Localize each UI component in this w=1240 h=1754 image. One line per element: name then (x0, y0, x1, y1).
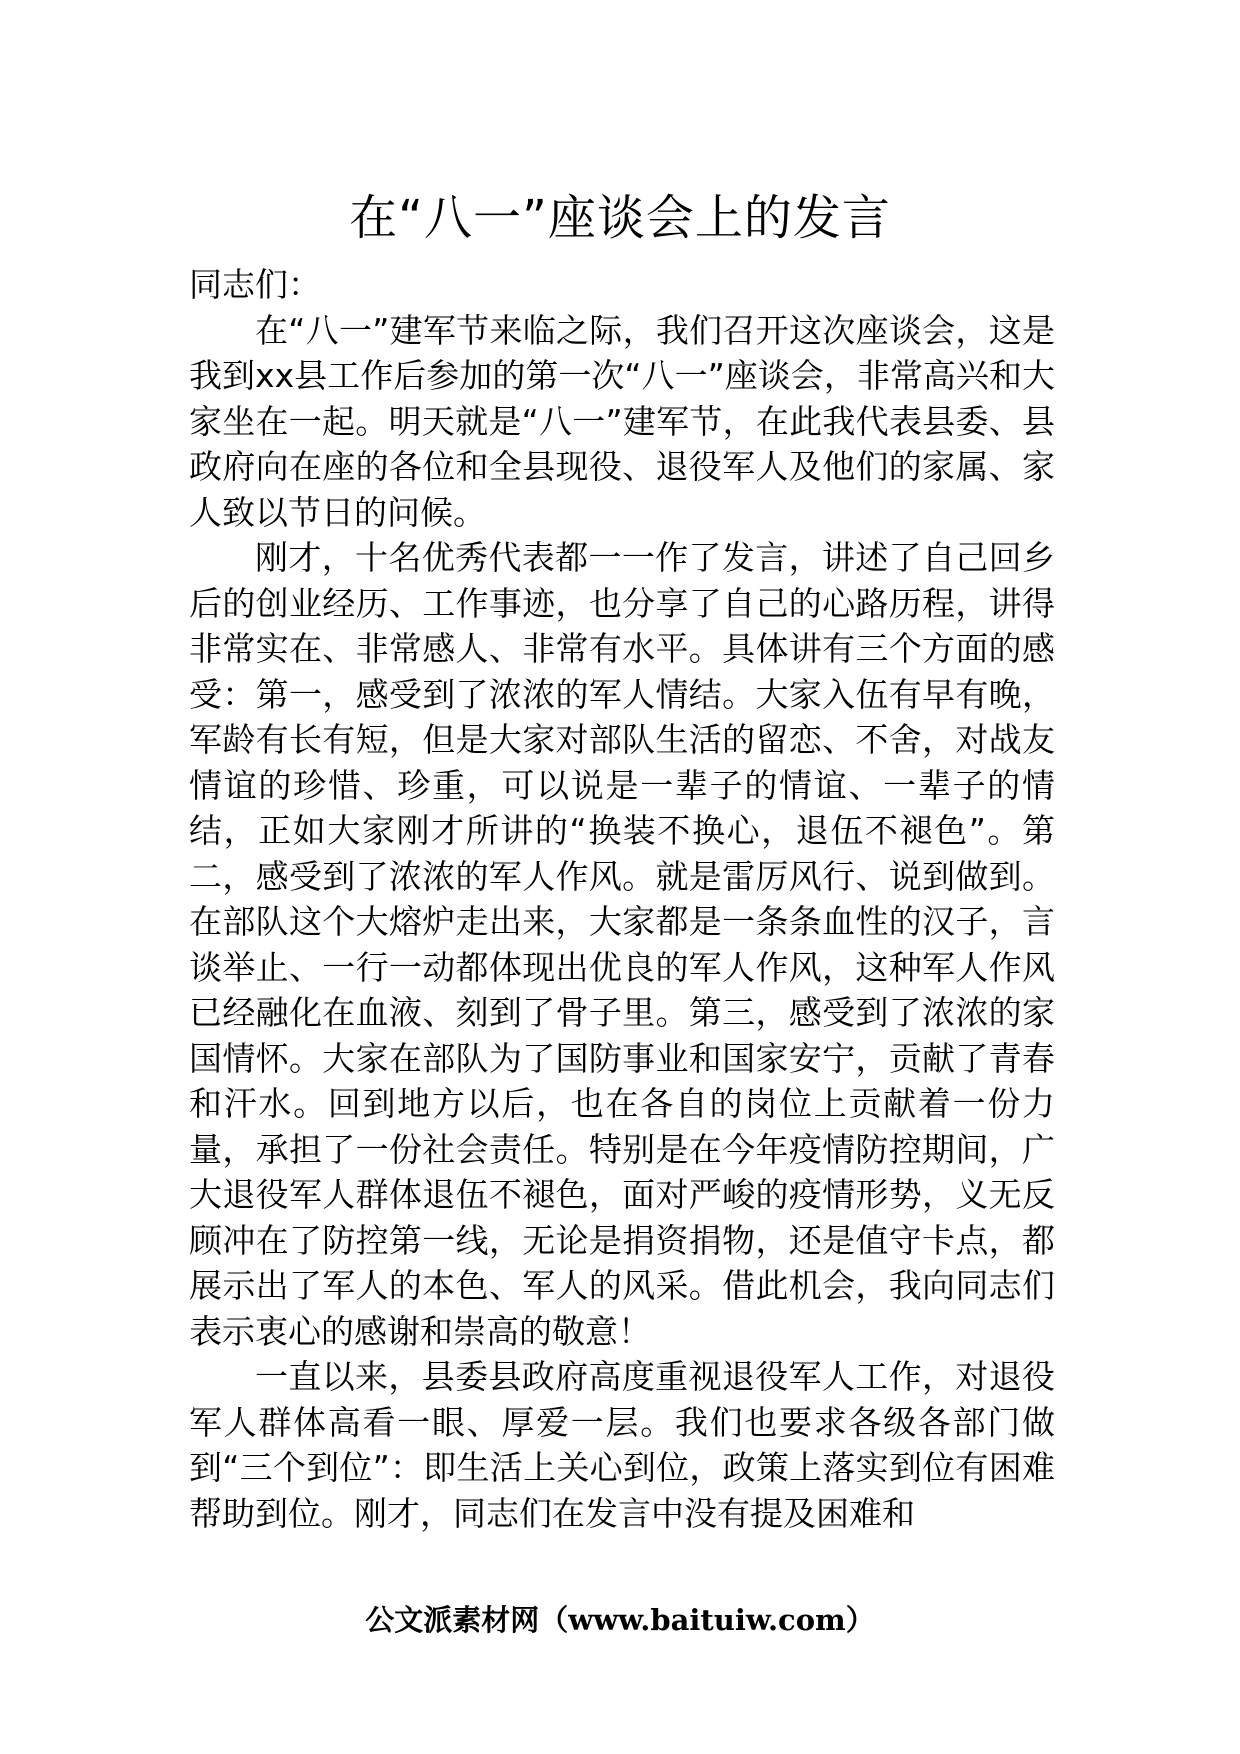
paragraph-2: 刚才，十名优秀代表都一一作了发言，讲述了自己回乡后的创业经历、工作事迹，也分享了自己的心路历程，讲得非常实在、非常感人、非常有水平。具体讲有三个方面的感受：第一，感受到了浓浓的军人情结。大家入伍有早有晚，军龄有长有短，但是大家对部队生活的留恋、不舍，对战友情谊的珍惜、珍重，可以说是一辈子的情谊、一辈子的情结，正如大家刚才所讲的“换装不换心，退伍不褪色”。第二，感受到了浓浓的军人作风。就是雷厉风行、说到做到。在部队这个大熔炉走出来，大家都是一条条血性的汉子，言谈举止、一行一动都体现出优良的军人作风，这种军人作风已经融化在血液、刻到了骨子里。第三，感受到了浓浓的家国情怀。大家在部队为了国防事业和国家安宁，贡献了青春和汗水。回到地方以后，也在各自的岗位上贡献着一份力量，承担了一份社会责任。特别是在今年疫情防控期间，广大退役军人群体退伍不褪色，面对严峻的疫情形势，义无反顾冲在了防控第一线，无论是捐资捐物，还是值守卡点，都展示出了军人的本色、军人的风采。借此机会，我向同志们表示衷心的感谢和崇高的敬意！ (189, 538, 1055, 1351)
paragraph-3: 一直以来，县委县政府高度重视退役军人工作，对退役军人群体高看一眼、厚爱一层。我们也要求各级各部门做到“三个到位”：即生活上关心到位，政策上落实到位有困难帮助到位。刚才，同志们在发言中没有提及困难和 (189, 1357, 1055, 1533)
footer-source: 公文派素材网（www.baituiw.com） (365, 1603, 875, 1637)
paragraph-1: 在“八一”建军节来临之际，我们召开这次座谈会，这是我到xx县工作后参加的第一次“八一”座谈会，非常高兴和大家坐在一起。明天就是“八一”建军节，在此我代表县委、县政府向在座的各位和全县现役、退役军人及他们的家属、家人致以节日的问候。 (189, 310, 1055, 532)
document-body (189, 262, 1055, 1536)
document-title: 在“八一”座谈会上的发言 (349, 190, 891, 246)
salutation: 同志们： (189, 265, 321, 304)
